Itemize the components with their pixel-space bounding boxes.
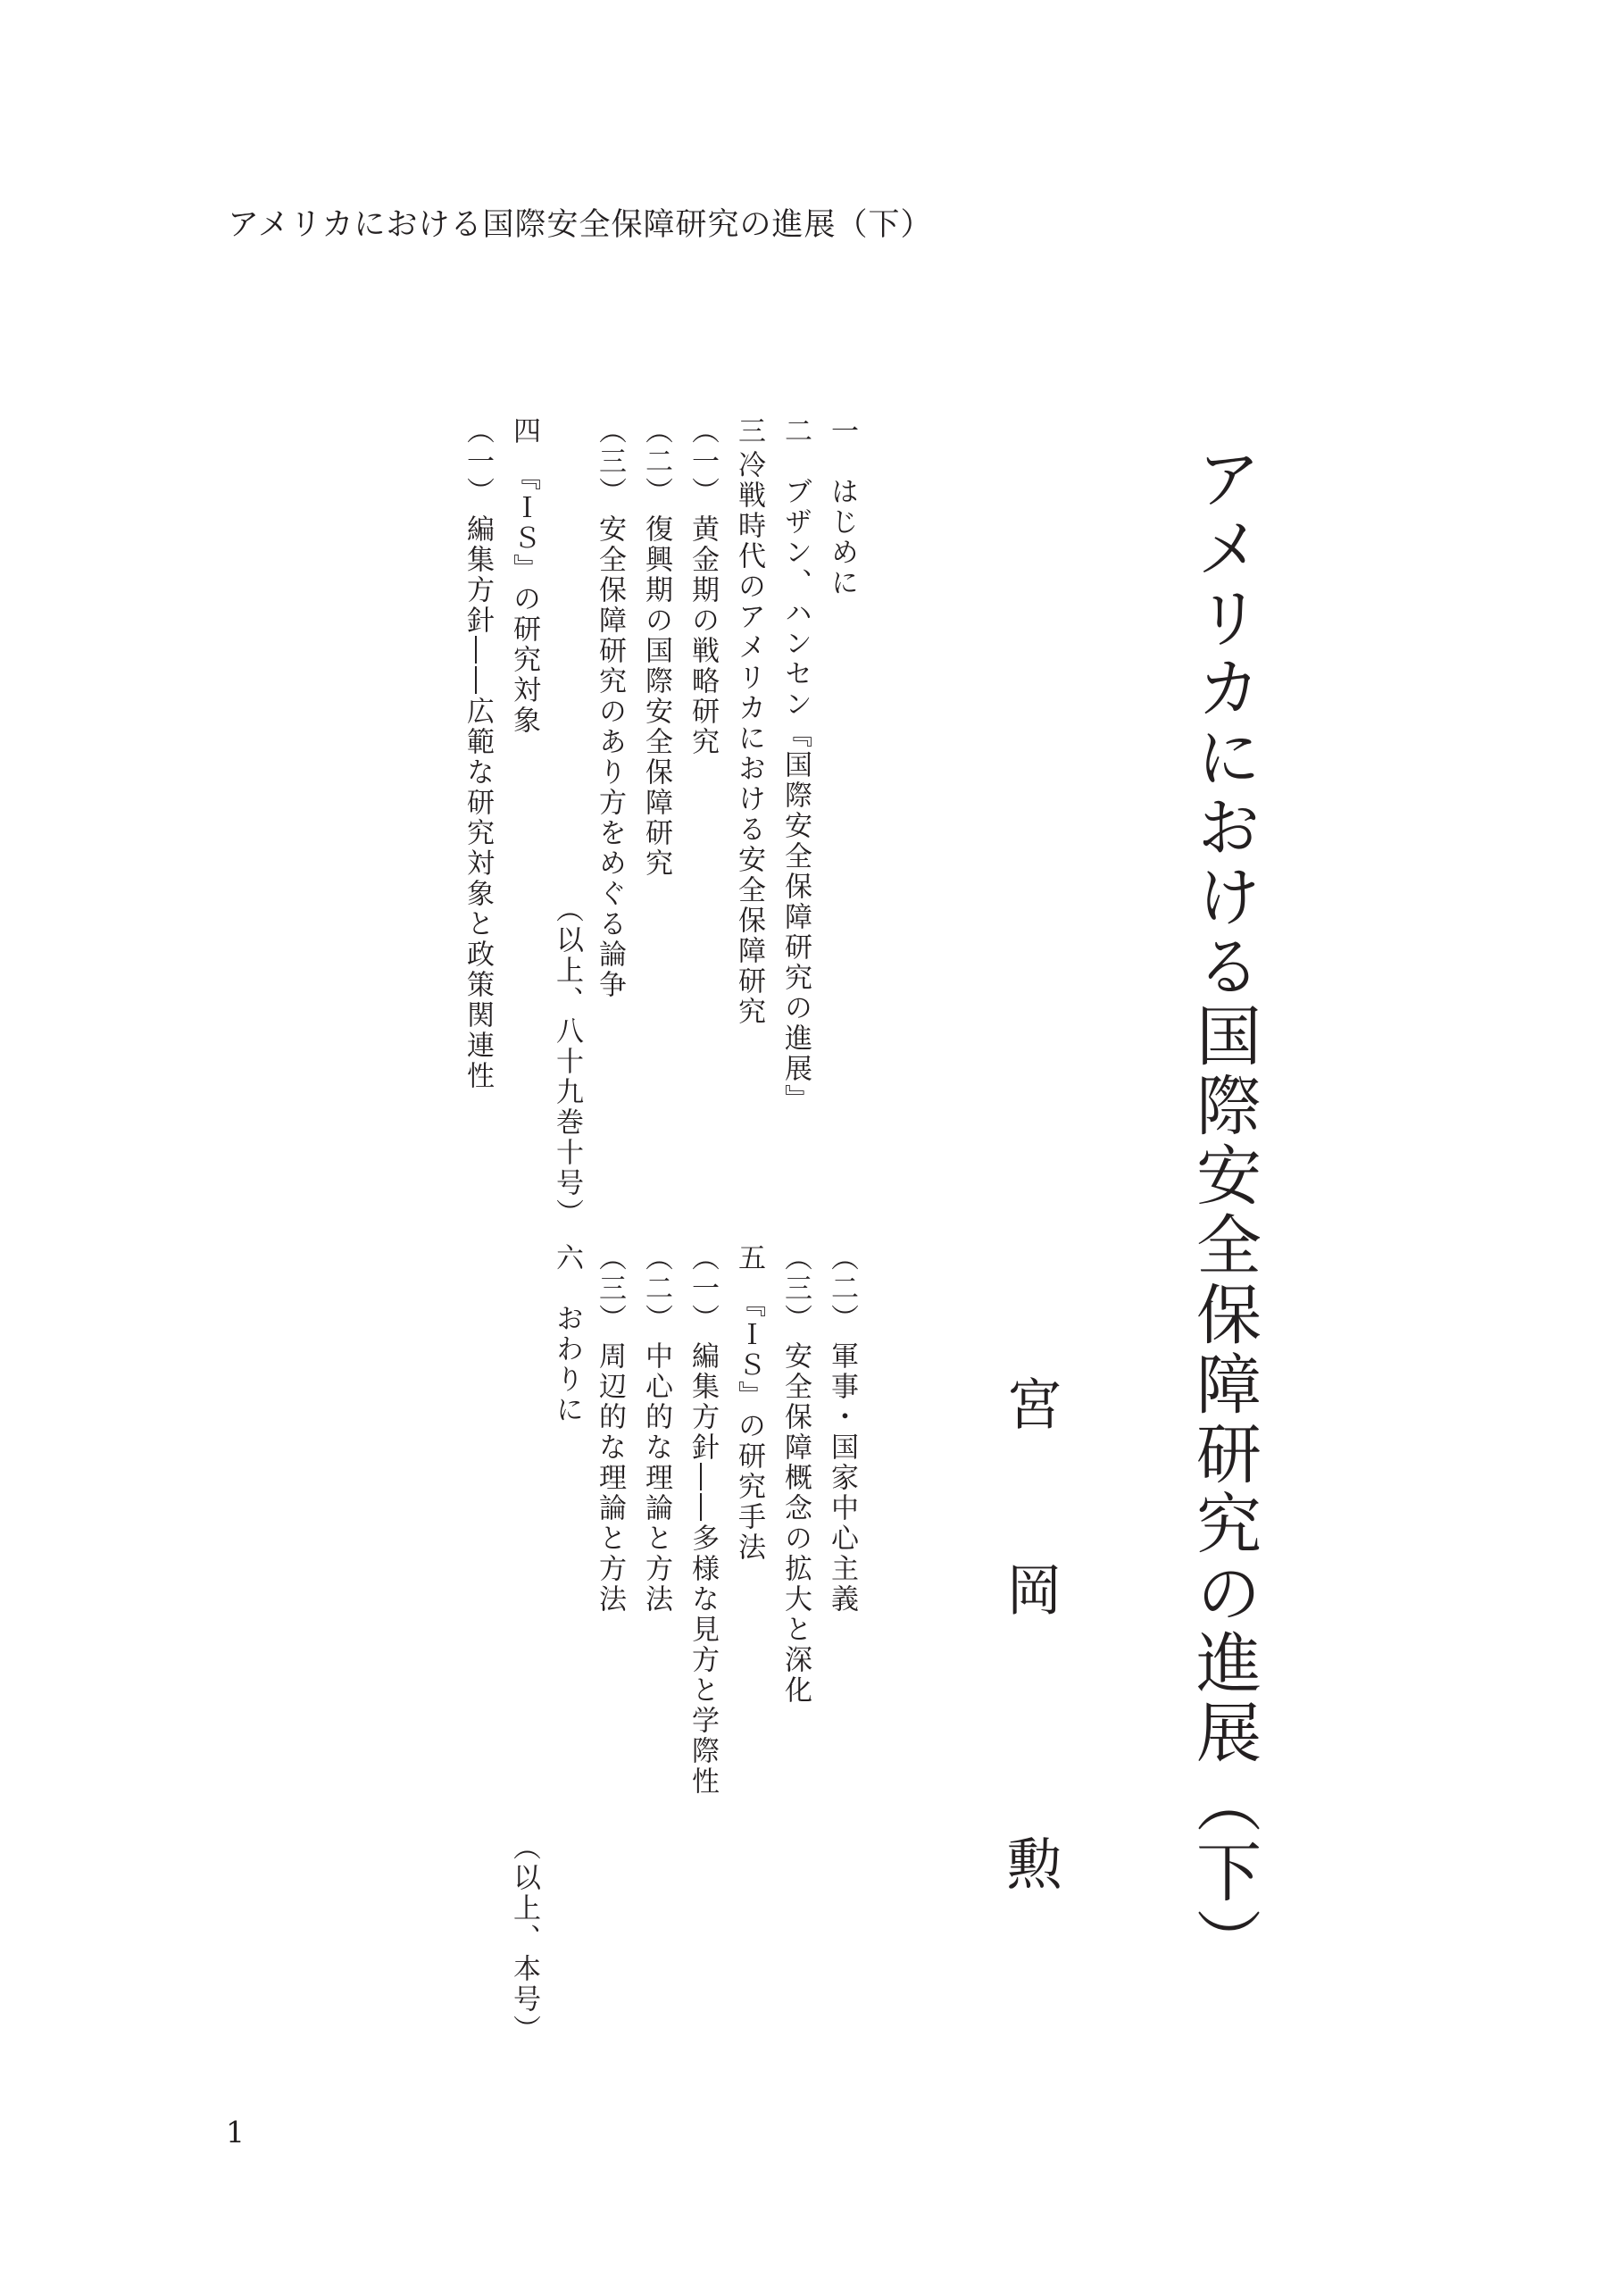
toc-item	[779, 1243, 812, 1706]
toc-text: 編集方針――広範な研究対象と政策関連性	[462, 514, 494, 1091]
toc-text: 軍事・国家中心主義	[826, 1341, 858, 1615]
toc-text: 復興期の国際安全保障研究	[640, 514, 672, 879]
toc-text: 中心的な理論と方法	[640, 1341, 672, 1615]
article-title: アメリカにおける国際安全保障研究の進展（下）	[1185, 445, 1261, 1977]
toc-item	[779, 416, 812, 1114]
toc-number: 三	[733, 416, 765, 447]
page-number: 1	[226, 2115, 245, 2150]
toc-number: （二）	[640, 1243, 672, 1334]
toc-number: （三）	[594, 416, 626, 507]
toc-item	[508, 416, 540, 736]
toc-number: （三）	[594, 1243, 626, 1334]
toc-item	[826, 416, 858, 598]
author-name-char-1: 宮	[997, 1375, 1062, 1431]
author-name-char-2: 岡	[997, 1561, 1062, 1616]
toc-number: （三）	[779, 1243, 812, 1334]
toc-item	[733, 1243, 765, 1563]
toc-item	[594, 1243, 626, 1615]
toc-item	[642, 416, 670, 879]
toc-number: 五	[733, 1243, 765, 1273]
toc-number: （一）	[462, 416, 494, 507]
toc-item	[826, 1243, 858, 1615]
previous-issue-note: （以上、八十九巻十号）	[551, 895, 583, 1229]
toc-item	[687, 416, 719, 757]
toc-text: 周辺的な理論と方法	[594, 1341, 626, 1615]
toc-number: （一）	[687, 1243, 719, 1334]
current-issue-note: （以上、本号）	[508, 1832, 540, 2045]
toc-number: 四	[508, 416, 540, 447]
toc-text: 編集方針――多様な見方と学際性	[687, 1341, 719, 1797]
toc-text: 安全保障概念の拡大と深化	[779, 1341, 812, 1706]
toc-item	[594, 416, 626, 1000]
toc-text: はじめに	[826, 477, 858, 598]
toc-item	[462, 416, 494, 1091]
toc-number: 六	[551, 1243, 583, 1273]
toc-number: 二	[779, 416, 812, 447]
toc-number: 一	[826, 416, 858, 447]
toc-number: （二）	[826, 1243, 858, 1334]
author-name-char-3: 勲	[997, 1835, 1062, 1891]
toc-text: 『ＩＳ』の研究手法	[733, 1290, 765, 1563]
toc-item	[687, 1243, 719, 1797]
toc-text: 冷戦時代のアメリカにおける安全保障研究	[733, 450, 765, 1027]
toc-number: （一）	[687, 416, 719, 507]
toc-number: （二）	[640, 416, 672, 507]
toc-text: 黄金期の戦略研究	[687, 514, 719, 757]
toc-text: おわりに	[551, 1304, 583, 1425]
running-header: アメリカにおける国際安全保障研究の進展（下）	[228, 207, 933, 243]
toc-item	[642, 1243, 670, 1615]
toc-text: 安全保障研究のあり方をめぐる論争	[594, 514, 626, 1000]
toc-text: 『ＩＳ』の研究対象	[508, 463, 540, 736]
toc-text: ブザン、ハンセン『国際安全保障研究の進展』	[779, 477, 812, 1114]
toc-item	[551, 1243, 583, 1425]
toc-item	[733, 416, 765, 1027]
